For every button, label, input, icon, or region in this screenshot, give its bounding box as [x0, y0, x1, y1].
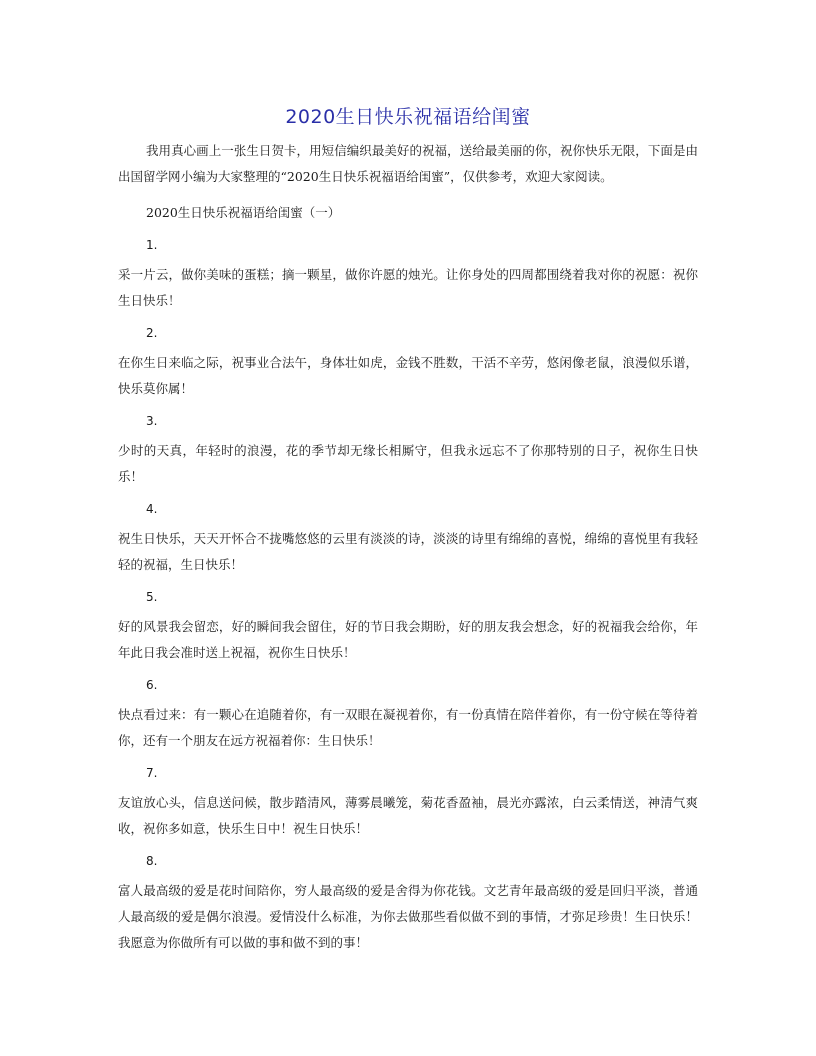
item-text: 快点看过来：有一颗心在追随着你，有一双眼在凝视着你，有一份真情在陪伴着你，有一份守候在等待着你，还有一个朋友在远方祝福着你：生日快乐！: [118, 707, 698, 748]
item-text: 友谊放心头，信息送问候，散步踏清风，薄雾晨曦笼，菊花香盈袖，晨光亦露浓，白云柔情送，神清气爽收，祝你多如意，快乐生日中！祝生日快乐！: [118, 795, 698, 836]
item-number: 7.: [146, 766, 158, 780]
section-heading: 2020生日快乐祝福语给闺蜜（一）: [146, 205, 341, 220]
document-body: [118, 138, 698, 956]
item-number: 6.: [146, 678, 158, 692]
item-text: 富人最高级的爱是花时间陪你，穷人最高级的爱是舍得为你花钱。文艺青年最高级的爱是回归平淡，普通人最高级的爱是偶尔浪漫。爱情没什么标准，为你去做那些看似做不到的事情，才弥足珍贵！生日快乐！我愿意为你做所有可以做的事和做不到的事！: [118, 883, 698, 950]
item-text: 好的风景我会留恋，好的瞬间我会留住，好的节日我会期盼，好的朋友我会想念，好的祝福我会给你，年年此日我会准时送上祝福，祝你生日快乐！: [118, 619, 698, 660]
item-number: 1.: [146, 238, 158, 252]
item-number: 8.: [146, 854, 158, 868]
item-number: 2.: [146, 326, 158, 340]
item-text: 采一片云，做你美味的蛋糕；摘一颗星，做你许愿的烛光。让你身处的四周都围绕着我对你的祝愿：祝你生日快乐！: [118, 267, 698, 308]
item-number: 3.: [146, 414, 158, 428]
item-text: 在你生日来临之际，祝事业合法午，身体壮如虎，金钱不胜数，干活不辛劳，悠闲像老鼠，浪漫似乐谱，快乐莫你属！: [118, 355, 698, 396]
item-number: 5.: [146, 590, 158, 604]
item-text: 祝生日快乐，天天开怀合不拢嘴悠悠的云里有淡淡的诗，淡淡的诗里有绵绵的喜悦，绵绵的喜悦里有我轻轻的祝福，生日快乐！: [118, 531, 698, 572]
intro-paragraph: 我用真心画上一张生日贺卡，用短信编织最美好的祝福，送给最美丽的你，祝你快乐无限，下面是由出国留学网小编为大家整理的“2020生日快乐祝福语给闺蜜”，仅供参考，欢迎大家阅读。: [118, 143, 698, 184]
item-text: 少时的天真，年轻时的浪漫，花的季节却无缘长相厮守，但我永远忘不了你那特别的日子，祝你生日快乐！: [118, 443, 698, 484]
item-number: 4.: [146, 502, 158, 516]
document-title: 2020生日快乐祝福语给闺蜜: [285, 106, 531, 128]
